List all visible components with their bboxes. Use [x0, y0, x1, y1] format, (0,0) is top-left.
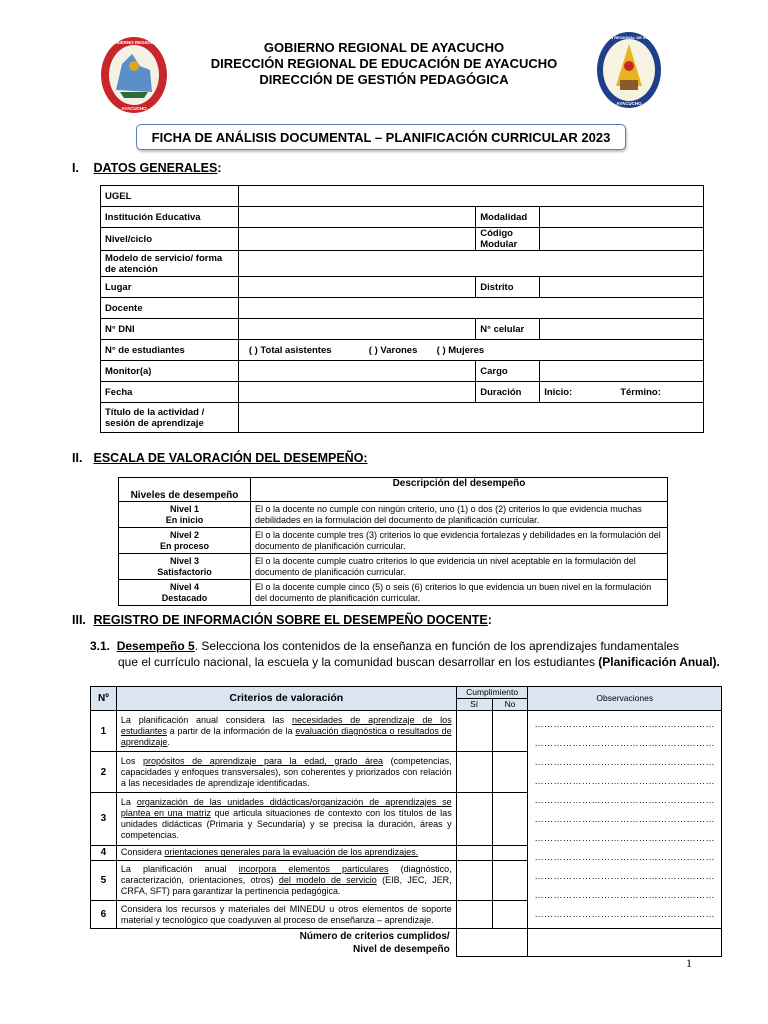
criterio-text — [116, 901, 456, 929]
criterio-si-cell[interactable] — [456, 792, 492, 845]
dotted-line: ………………………………………………… — [534, 776, 715, 786]
criterio-row — [91, 711, 722, 752]
celular-field[interactable] — [540, 319, 704, 340]
criterio-no-cell[interactable] — [492, 846, 528, 861]
criterio-number: 5 — [91, 860, 117, 900]
nivel-field[interactable] — [238, 228, 475, 251]
varones-count[interactable]: ( ) Varones — [368, 344, 418, 356]
criterio-text-underlined: incorpora elementos particulares — [238, 864, 389, 875]
criterio-number: 4 — [91, 846, 117, 861]
lugar-label: Lugar — [101, 277, 239, 298]
criterio-text-part: Considera los recursos y materiales del MINEDU u otros elementos de soporte material y tecnológico que coadyuven al proceso de enseñanza – aprendizaje. — [120, 903, 452, 925]
svg-text:DIRECCION REGIONAL DE EDUCACIO: DIRECCION REGIONAL DE EDUCACION — [590, 35, 668, 40]
nivel-descripcion: El o la docente no cumple con ningún criterio, uno (1) o dos (2) criterios lo que evidencia muchas debilidades en la formulación del documento de planificación curricular. — [251, 502, 668, 528]
nivel-nombre: En inicio — [165, 514, 204, 525]
criterio-text-underlined: necesidades de aprendizaje de los estudiantes — [120, 714, 452, 736]
celular-label: N° celular — [476, 319, 540, 340]
desempeno-number: 3.1. — [90, 639, 111, 653]
criterio-text-part: que articula situaciones de contexto con los títulos de las unidades didácticas (Primaria y Secundaria) y se precisa la duración, áreas y competencias. — [120, 807, 452, 840]
criterio-text-part: (EIB, JEC, JER, CRFA, SFT) para garantizar la pertinencia pedagógica. — [120, 875, 452, 897]
gobierno-regional-seal-icon — [100, 36, 168, 114]
modalidad-label: Modalidad — [476, 207, 540, 228]
escala-col-niveles: Niveles de desempeño — [119, 478, 251, 502]
col-numero: Nº — [91, 687, 117, 711]
modelo-field[interactable] — [238, 251, 703, 277]
titulo-field[interactable] — [238, 403, 703, 433]
cargo-field[interactable] — [540, 361, 704, 382]
criterios-summary-label: Número de criterios cumplidos/ Nivel de desempeño — [299, 930, 450, 955]
criterio-text-part: . — [167, 736, 170, 747]
nivel-num: Nivel 1 — [169, 503, 200, 514]
inicio-label: Inicio: — [544, 386, 573, 398]
institucion-label: Institución Educativa — [101, 207, 239, 228]
distrito-label: Distrito — [476, 277, 540, 298]
criterio-no-cell[interactable] — [492, 711, 528, 752]
col-cumplimiento: Cumplimiento — [456, 687, 528, 699]
modalidad-field[interactable] — [540, 207, 704, 228]
datos-generales-table — [100, 185, 704, 433]
duracion-field[interactable] — [540, 382, 704, 403]
estudiantes-field[interactable] — [238, 340, 703, 361]
criterio-text-underlined: del modelo de servicio — [278, 875, 377, 886]
criterio-no-cell[interactable] — [492, 752, 528, 792]
nivel-num: Nivel 3 — [169, 555, 200, 566]
criterio-si-cell[interactable] — [456, 711, 492, 752]
dotted-line: ………………………………………………… — [534, 738, 715, 748]
escala-col-descripcion: Descripción del desempeño — [251, 478, 668, 502]
header-line-1: GOBIERNO REGIONAL DE AYACUCHO — [263, 40, 505, 55]
desempeno-name: Desempeño 5 — [116, 639, 195, 653]
criterio-text-underlined: orientaciones generales para la evaluación de los aprendizajes. — [164, 847, 419, 858]
criterio-text — [116, 752, 456, 792]
dotted-line: ………………………………………………… — [534, 795, 715, 805]
fecha-label: Fecha — [101, 382, 239, 403]
criterio-si-cell[interactable] — [456, 860, 492, 900]
termino-label: Término: — [620, 386, 661, 398]
dotted-line: ………………………………………………… — [534, 909, 715, 919]
duracion-label: Duración — [476, 382, 540, 403]
asistentes-count[interactable]: ( ) Total asistentes — [248, 344, 332, 356]
criterio-text — [116, 711, 456, 752]
criterio-text-part: La planificación anual — [120, 864, 239, 875]
ugel-label: UGEL — [101, 186, 239, 207]
lugar-field[interactable] — [238, 277, 475, 298]
criterio-number: 2 — [91, 752, 117, 792]
nivel-descripcion: El o la docente cumple cinco (5) o seis (6) criterios lo que evidencia un buen nivel en la formulación del documento de planificación curricular. — [251, 580, 668, 606]
criterio-text-underlined: organización de las unidades didácticas/organización de aprendizajes se plantea en una matriz — [120, 796, 452, 818]
criterio-no-cell[interactable] — [492, 901, 528, 929]
escala-row — [119, 580, 668, 606]
document-title: FICHA DE ANÁLISIS DOCUMENTAL – PLANIFICACIÓN CURRICULAR 2023 — [136, 124, 626, 150]
mujeres-count[interactable]: ( ) Mujeres — [436, 344, 485, 356]
fecha-field[interactable] — [238, 382, 475, 403]
ugel-field[interactable] — [238, 186, 703, 207]
dotted-line: ………………………………………………… — [534, 814, 715, 824]
criterio-si-cell[interactable] — [456, 846, 492, 861]
section-3-heading: III. REGISTRO DE INFORMACIÓN SOBRE EL DESEMPEÑO DOCENTE: — [72, 613, 492, 627]
criterios-table — [90, 686, 722, 957]
nivel-num: Nivel 2 — [169, 529, 200, 540]
nivel-label: Nivel/ciclo — [101, 228, 239, 251]
institucion-field[interactable] — [238, 207, 475, 228]
dotted-line: ………………………………………………… — [534, 852, 715, 862]
cargo-label: Cargo — [476, 361, 540, 382]
criterio-si-cell[interactable] — [456, 752, 492, 792]
nivel-descripcion: El o la docente cumple tres (3) criterios lo que evidencia fortalezas y debilidades en la formulación del documento de planificación curricular. — [251, 528, 668, 554]
modelo-label: Modelo de servicio/ forma de atención — [101, 251, 239, 277]
desempeno-paragraph: 3.1. Desempeño 5. Selecciona los contenidos de la enseñanza en función de los aprendizajes fundamentales que el currículo nacional, la escuela y la comunidad buscan desarrollar en los estudiantes (Planificación Anual). — [90, 639, 720, 669]
dni-field[interactable] — [238, 319, 475, 340]
escala-row — [119, 528, 668, 554]
nivel-nombre: Satisfactorio — [157, 566, 212, 577]
criterio-text-part: Considera — [120, 847, 165, 858]
escala-row — [119, 554, 668, 580]
section-2-heading: II. ESCALA DE VALORACIÓN DEL DESEMPEÑO: — [72, 451, 368, 465]
docente-label: Docente — [101, 298, 239, 319]
criterio-text-underlined: evaluación diagnóstica o resultados de aprendizaje — [120, 725, 452, 747]
svg-text:AYACUCHO: AYACUCHO — [616, 101, 642, 106]
criterio-no-cell[interactable] — [492, 792, 528, 845]
page-number: 1 — [686, 956, 692, 970]
col-si: Sí — [456, 699, 492, 711]
criterio-text-part: Los — [120, 755, 144, 766]
dotted-line: ………………………………………………… — [534, 757, 715, 767]
criterio-text-part: La — [120, 796, 137, 807]
criterio-no-cell[interactable] — [492, 860, 528, 900]
criterio-text — [116, 846, 456, 861]
monitor-field[interactable] — [238, 361, 475, 382]
dotted-line: ………………………………………………… — [534, 833, 715, 843]
criterio-number: 1 — [91, 711, 117, 752]
estudiantes-label: N° de estudiantes — [101, 340, 239, 361]
criterio-text — [116, 860, 456, 900]
criterio-text-part: (competencias, capacidades y enfoques transversales), son coherentes y priorizados con relación a las necesidades de aprendizaje identificadas. — [120, 755, 452, 788]
header-line-2: DIRECCIÓN REGIONAL DE EDUCACIÓN DE AYACUCHO — [210, 56, 558, 71]
svg-text:GOBIERNO REGIONAL: GOBIERNO REGIONAL — [109, 40, 159, 45]
codigo-label: Código Modular — [476, 228, 540, 251]
criterio-text — [116, 792, 456, 845]
escala-table — [118, 477, 668, 606]
direccion-regional-seal-icon — [590, 30, 668, 110]
monitor-label: Monitor(a) — [101, 361, 239, 382]
criterio-text-part: La planificación anual considera las — [120, 714, 292, 725]
nivel-nombre: Destacado — [161, 592, 208, 603]
criterio-si-cell[interactable] — [456, 901, 492, 929]
nivel-nombre: En proceso — [159, 540, 209, 551]
criterio-text-underlined: propósitos de aprendizaje para la edad, grado área — [143, 755, 384, 766]
titulo-label: Título de la actividad / sesión de aprendizaje — [101, 403, 239, 433]
dotted-line: ………………………………………………… — [534, 719, 715, 729]
distrito-field[interactable] — [540, 277, 704, 298]
escala-row — [119, 502, 668, 528]
section-1-heading: I. DATOS GENERALES: — [72, 161, 222, 175]
criterio-text-part: (diagnóstico, caracterización, orientaciones, otros) — [120, 864, 452, 886]
nivel-descripcion: El o la docente cumple cuatro criterios lo que evidencia un nivel aceptable en la formulación del documento de planificación curricular. — [251, 554, 668, 580]
observaciones-field[interactable] — [528, 711, 722, 929]
criterios-cumplidos-field[interactable] — [456, 929, 528, 957]
nivel-num: Nivel 4 — [169, 581, 200, 592]
docente-field[interactable] — [238, 298, 703, 319]
criterio-text-part: a partir de la información de la — [166, 725, 296, 736]
nivel-desempeno-field[interactable] — [528, 929, 722, 957]
header-line-3: DIRECCIÓN DE GESTIÓN PEDAGÓGICA — [259, 72, 509, 87]
col-no: No — [492, 699, 528, 711]
col-observaciones: Observaciones — [528, 687, 722, 711]
dotted-line: ………………………………………………… — [534, 890, 715, 900]
criterio-number: 6 — [91, 901, 117, 929]
codigo-field[interactable] — [540, 228, 704, 251]
dni-label: N° DNI — [101, 319, 239, 340]
svg-text:AYACUCHO: AYACUCHO — [121, 106, 147, 111]
criterio-number: 3 — [91, 792, 117, 845]
col-criterios: Criterios de valoración — [116, 687, 456, 711]
dotted-line: ………………………………………………… — [534, 871, 715, 881]
